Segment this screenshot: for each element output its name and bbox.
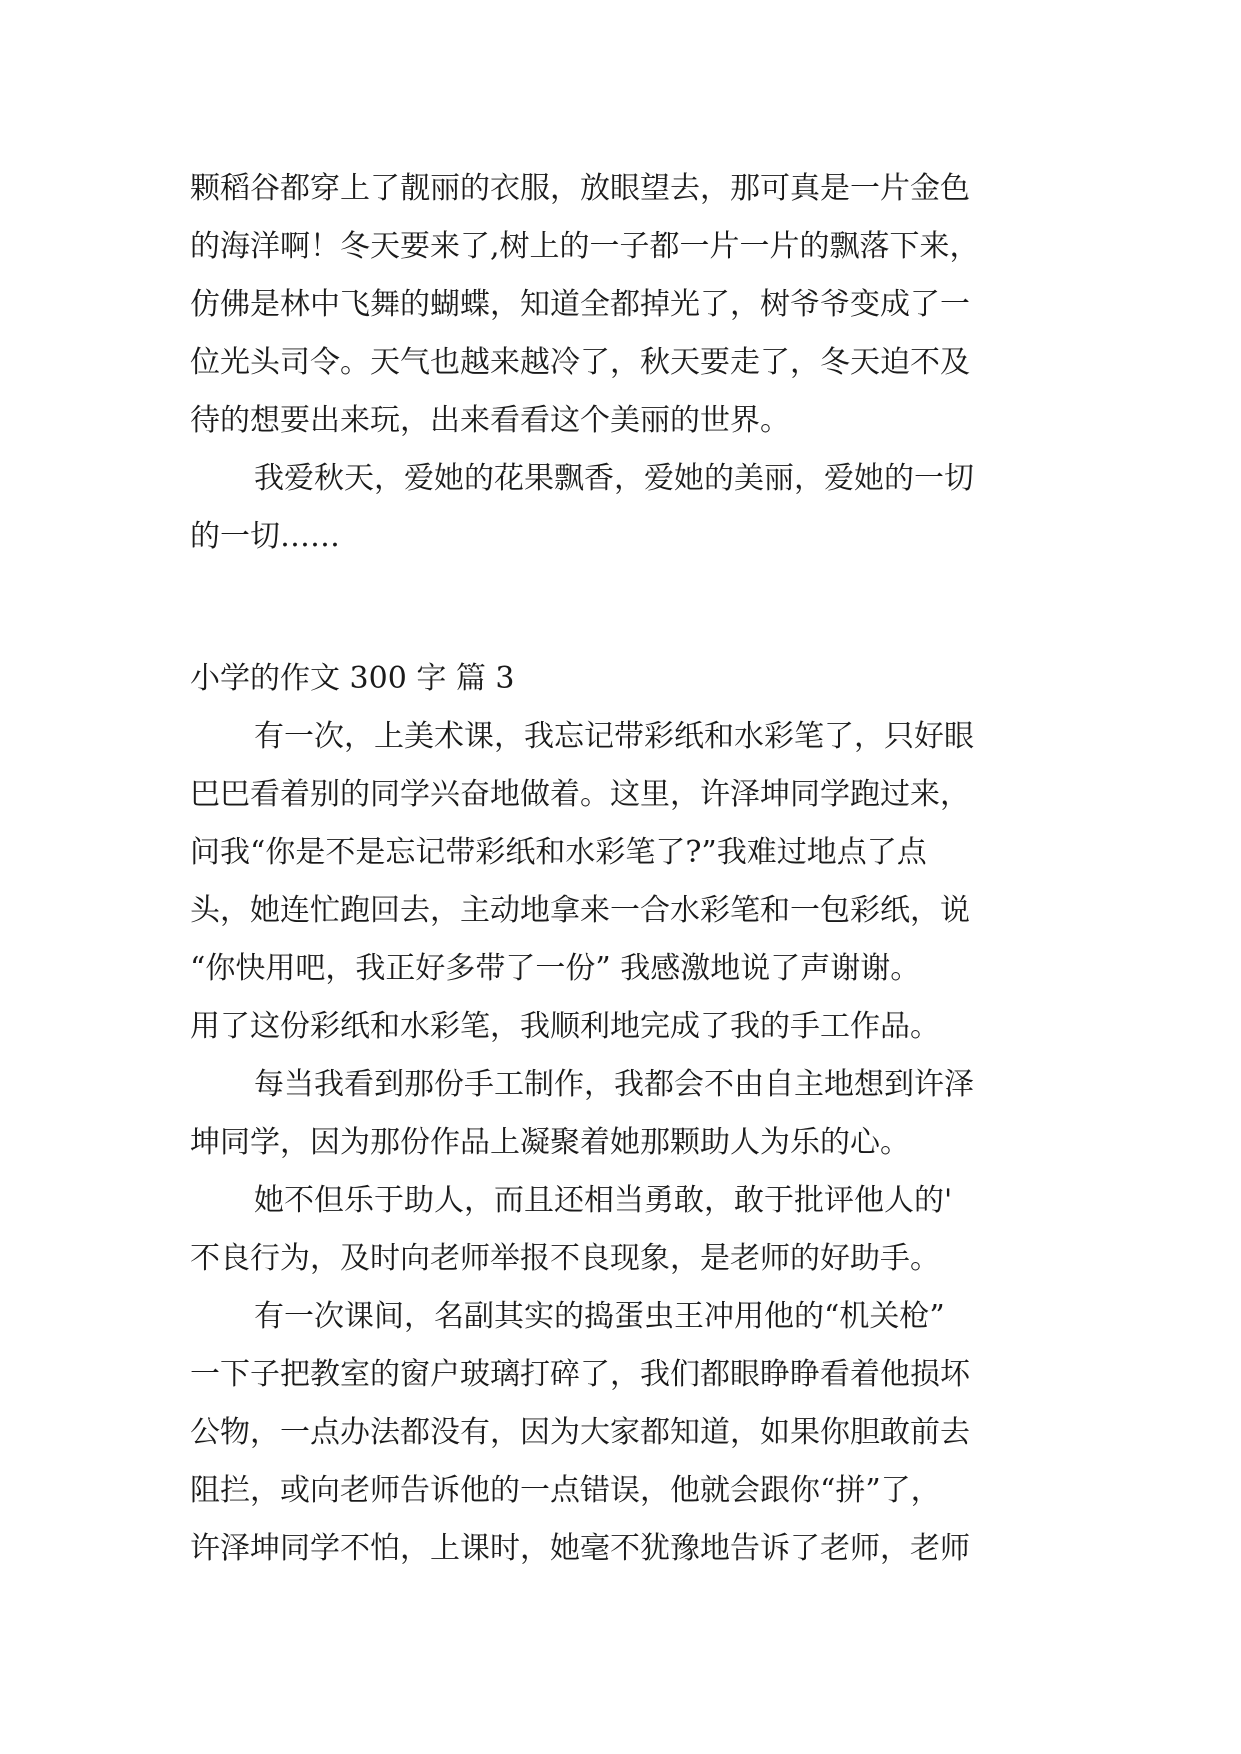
paragraph-line: 有一次，上美术课，我忘记带彩纸和水彩笔了，只好眼 <box>254 719 974 754</box>
paragraph-line: 巴巴看着别的同学兴奋地做着。这里，许泽坤同学跑过来， <box>190 777 970 812</box>
paragraph-autumn-end <box>190 160 1090 450</box>
paragraph-line: 阻拦，或向老师告诉他的一点错误，他就会跟你“拼”了， <box>190 1473 941 1508</box>
paragraph-window <box>190 1288 1090 1578</box>
paragraph-line: 公物，一点办法都没有，因为大家都知道，如果你胆敢前去 <box>190 1415 970 1450</box>
paragraph-line: 的海洋啊！冬天要来了,树上的一子都一片一片的飘落下来， <box>190 229 980 264</box>
paragraph-line: 有一次课间，名副其实的捣蛋虫王冲用他的“机关枪” <box>254 1299 945 1334</box>
paragraph-line: 她不但乐于助人，而且还相当勇敢，敢于批评他人的' <box>254 1183 953 1218</box>
paragraph-line: 每当我看到那份手工制作，我都会不由自主地想到许泽 <box>254 1067 974 1102</box>
paragraph-line: 坤同学，因为那份作品上凝聚着她那颗助人为乐的心。 <box>190 1125 910 1160</box>
paragraph-line: 许泽坤同学不怕，上课时，她毫不犹豫地告诉了老师，老师 <box>190 1531 970 1566</box>
paragraph-line: 仿佛是林中飞舞的蝴蝶，知道全都掉光了，树爷爷变成了一 <box>190 287 970 322</box>
paragraph-line: “你快用吧，我正好多带了一份” 我感激地说了声谢谢。 <box>190 951 921 986</box>
paragraph-line: 问我“你是不是忘记带彩纸和水彩笔了?”我难过地点了点 <box>190 835 927 870</box>
paragraph-art-class <box>190 708 1090 1056</box>
paragraph-line: 头，她连忙跑回去，主动地拿来一合水彩笔和一包彩纸，说 <box>190 893 970 928</box>
paragraph-line: 待的想要出来玩，出来看看这个美丽的世界。 <box>190 403 790 438</box>
paragraph-line: 的一切…… <box>190 519 340 554</box>
paragraph-handwork <box>190 1056 1090 1172</box>
paragraph-love-autumn <box>190 450 1090 566</box>
section-heading: 小学的作文 300 字 篇 3 <box>190 661 515 696</box>
paragraph-line: 不良行为，及时向老师举报不良现象，是老师的好助手。 <box>190 1241 940 1276</box>
document-body <box>190 160 1090 1578</box>
paragraph-line: 颗稻谷都穿上了靓丽的衣服，放眼望去，那可真是一片金色 <box>190 171 970 206</box>
paragraph-line: 用了这份彩纸和水彩笔，我顺利地完成了我的手工作品。 <box>190 1009 940 1044</box>
paragraph-line: 一下子把教室的窗户玻璃打碎了，我们都眼睁睁看着他损坏 <box>190 1357 970 1392</box>
paragraph-line: 位光头司令。天气也越来越冷了，秋天要走了，冬天迫不及 <box>190 345 970 380</box>
paragraph-brave <box>190 1172 1090 1288</box>
paragraph-line: 我爱秋天，爱她的花果飘香，爱她的美丽，爱她的一切 <box>254 461 974 496</box>
